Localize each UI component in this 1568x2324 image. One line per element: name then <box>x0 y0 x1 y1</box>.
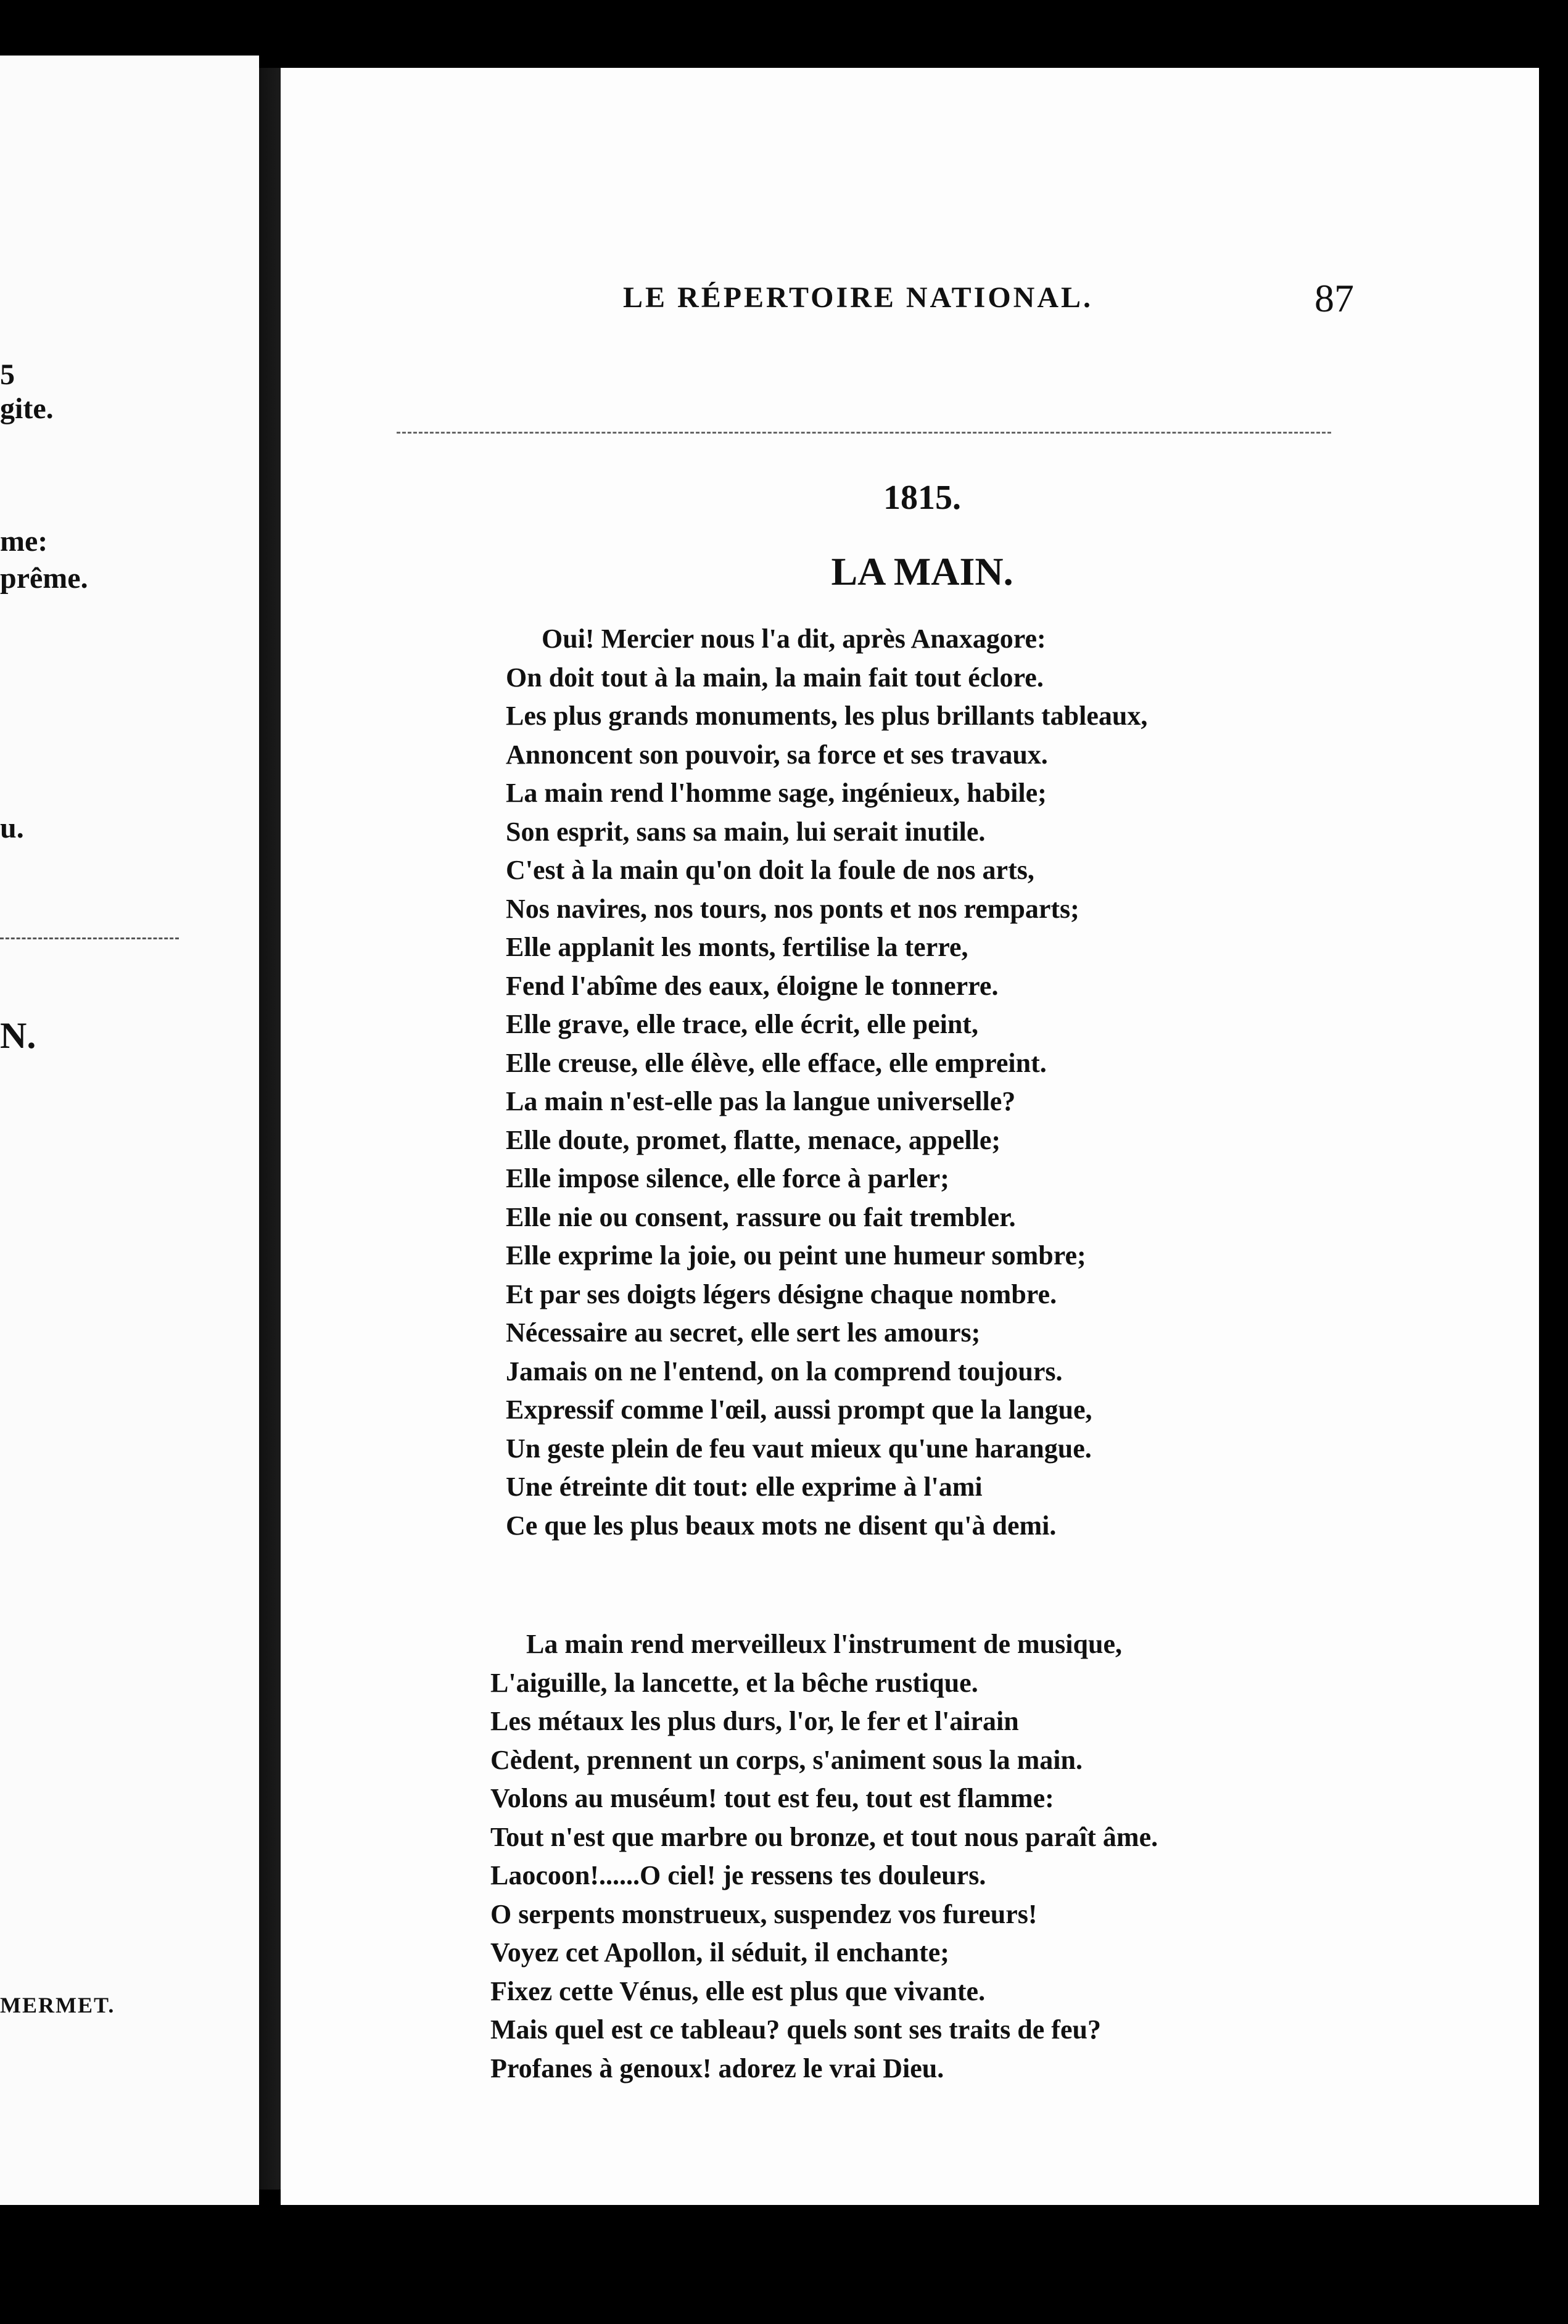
poem-year: 1815. <box>883 479 961 517</box>
page-number: 87 <box>1314 276 1354 320</box>
poem-line: Fixez cette Vénus, elle est plus que vivante. <box>490 1976 986 2006</box>
poem-line: Elle doute, promet, flatte, menace, appelle; <box>506 1124 1001 1155</box>
poem-line: C'est à la main qu'on doit la foule de nos arts, <box>506 855 1034 885</box>
poem-line: Tout n'est que marbre ou bronze, et tout nous paraît âme. <box>490 1821 1158 1852</box>
page-header <box>281 276 1539 330</box>
poem-line: L'aiguille, la lancette, et la bêche rustique. <box>490 1667 978 1698</box>
poem-line: On doit tout à la main, la main fait tout éclore. <box>506 662 1044 693</box>
poem-line: La main n'est-elle pas la langue universelle? <box>506 1086 1016 1116</box>
facing-page-fragment: u. <box>0 812 24 844</box>
header-rule <box>397 432 1331 434</box>
facing-page-fragment: MERMET. <box>0 1993 115 2017</box>
poem-line: Annoncent son pouvoir, sa force et ses travaux. <box>506 739 1048 770</box>
poem-line: Cèdent, prennent un corps, s'animent sous la main. <box>490 1744 1083 1775</box>
poem-line: Elle nie ou consent, rassure ou fait trembler. <box>506 1201 1016 1232</box>
poem-line: Nos navires, nos tours, nos ponts et nos remparts; <box>506 893 1079 924</box>
poem-line: Une étreinte dit tout: elle exprime à l'ami <box>506 1472 983 1502</box>
poem-stanza <box>506 620 1147 1545</box>
running-title: LE RÉPERTOIRE NATIONAL. <box>623 281 1094 314</box>
poem-line: O serpents monstrueux, suspendez vos fureurs! <box>490 1898 1038 1929</box>
poem-line: Voyez cet Apollon, il séduit, il enchante; <box>490 1937 949 1968</box>
poem-line: Mais quel est ce tableau? quels sont ses traits de feu? <box>490 2014 1101 2045</box>
facing-page-fragment: 5 <box>0 358 15 391</box>
page <box>281 68 1539 2205</box>
poem-line: Et par ses doigts légers désigne chaque nombre. <box>506 1279 1057 1309</box>
poem-line: Oui! Mercier nous l'a dit, après Anaxagore: <box>542 624 1046 654</box>
poem-line: Elle grave, elle trace, elle écrit, elle peint, <box>506 1009 978 1039</box>
poem-line: Elle applanit les monts, fertilise la terre, <box>506 932 968 962</box>
poem-line: Elle exprime la joie, ou peint une humeur sombre; <box>506 1240 1086 1271</box>
facing-page-fragment: gite. <box>0 392 54 425</box>
poem-stanza <box>490 1625 1158 2088</box>
poem-line: Un geste plein de feu vaut mieux qu'une harangue. <box>506 1433 1092 1464</box>
poem-line: Ce que les plus beaux mots ne disent qu'à demi. <box>506 1510 1057 1541</box>
poem-line: Nécessaire au secret, elle sert les amours; <box>506 1317 981 1348</box>
poem-line: Les métaux les plus durs, l'or, le fer et l'airain <box>490 1706 1019 1736</box>
poem-line: Les plus grands monuments, les plus brillants tableaux, <box>506 701 1148 731</box>
facing-page-rule <box>0 937 179 939</box>
poem-line: Jamais on ne l'entend, on la comprend toujours. <box>506 1356 1063 1387</box>
facing-page-fragment: me: <box>0 525 48 558</box>
poem-line: Fend l'abîme des eaux, éloigne le tonnerre. <box>506 970 999 1001</box>
poem-line: Elle creuse, elle élève, elle efface, elle empreint. <box>506 1047 1047 1078</box>
poem-line: Volons au muséum! tout est feu, tout est flamme: <box>490 1783 1054 1813</box>
facing-page <box>0 56 259 2205</box>
poem-line: La main rend merveilleux l'instrument de musique, <box>526 1629 1122 1659</box>
poem-line: Laocoon!......O ciel! je ressens tes douleurs. <box>490 1860 986 1890</box>
poem-line: Profanes à genoux! adorez le vrai Dieu. <box>490 2053 944 2083</box>
poem-title: LA MAIN. <box>831 550 1013 593</box>
poem-line: Son esprit, sans sa main, lui serait inutile. <box>506 816 986 847</box>
poem-line: Expressif comme l'œil, aussi prompt que la langue, <box>506 1395 1092 1425</box>
poem-line: Elle impose silence, elle force à parler; <box>506 1163 949 1193</box>
poem-line: La main rend l'homme sage, ingénieux, habile; <box>506 778 1047 808</box>
facing-page-fragment: N. <box>0 1015 36 1056</box>
facing-page-fragment: prême. <box>0 562 88 595</box>
